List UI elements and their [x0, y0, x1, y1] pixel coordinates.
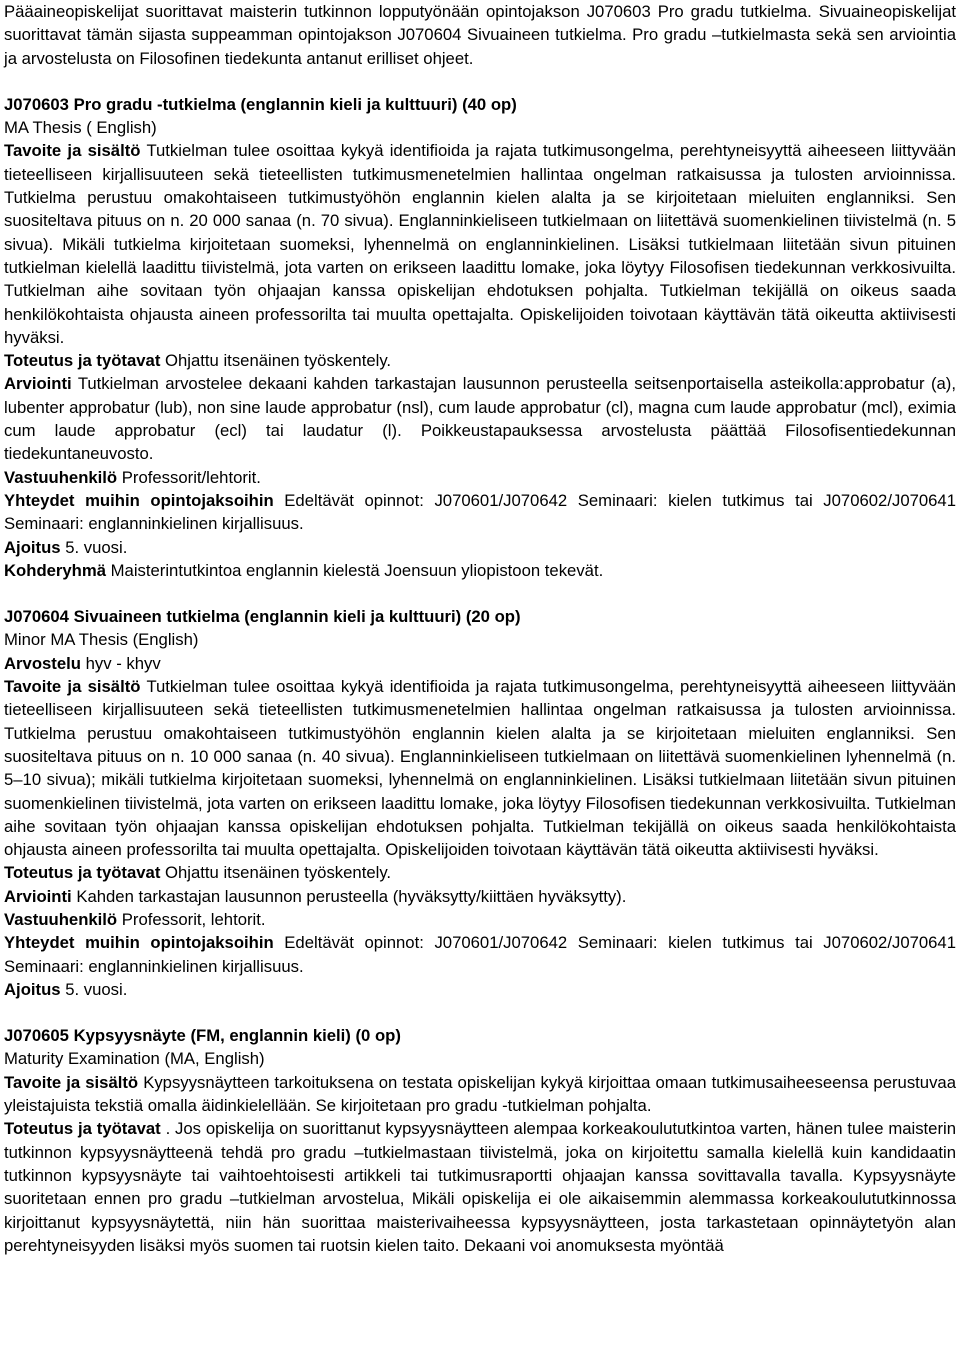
course-section-j070605	[4, 1024, 956, 1257]
grading-field	[4, 652, 956, 675]
responsible-field	[4, 466, 956, 489]
target-field	[4, 559, 956, 582]
links-text: Edeltävät opinnot: J070601/J070642 Seminaari: kielen tutkimus tai J070602/J070641 Seminaari: englanninkielinen kirjallisuus.	[4, 933, 956, 976]
links-field	[4, 931, 956, 978]
goals-label: Tavoite ja sisältö	[4, 677, 141, 697]
responsible-field	[4, 908, 956, 931]
links-text: Edeltävät opinnot: J070601/J070642 Seminaari: kielen tutkimus tai J070602/J070641 Seminaari: englanninkielinen kirjallisuus.	[4, 490, 956, 534]
course-title: J070605 Kypsyysnäyte (FM, englannin kieli) (0 op)	[4, 1026, 401, 1046]
responsible-text: Professorit, lehtorit.	[121, 909, 266, 929]
timing-label: Ajoitus	[4, 979, 61, 999]
goals-field	[4, 1071, 956, 1118]
grading-text: hyv - khyv	[85, 653, 161, 673]
methods-field	[4, 861, 956, 884]
assessment-label: Arviointi	[4, 886, 72, 906]
methods-label: Toteutus ja työtavat	[4, 351, 161, 371]
responsible-text: Professorit/lehtorit.	[121, 467, 261, 487]
assessment-field	[4, 372, 956, 465]
methods-text: Ohjattu itsenäinen työskentely.	[165, 351, 392, 371]
grading-label: Arvostelu	[4, 653, 81, 673]
timing-field	[4, 978, 956, 1001]
goals-text: Tutkielman tulee osoittaa kykyä identifioida ja rajata tutkimusongelma, perehtyneisyyttä aiheeseen liittyvään tieteelliseen kirjallisuuteen sekä tieteellisten tutkimusmenetelmien hallintaa ongelman ratkaisussa ja tulosten arvioinnissa. Tutkielma perustuu omakohtaiseen tutkimustyöhön englannin kielen alalta ja se kirjoitetaan mieluiten englanniksi. Sen suositeltava pituus on n. 10 000 sanaa (n. 40 sivua). Englanninkieliseen tutkielmaan on liitettävä suomenkielinen lyhennelmä (n. 5–10 sivua); mikäli tutkielma kirjoitetaan suomeksi, lyhennelmä on englanninkielinen. Lisäksi tutkielmaan liitetään sivun pituinen suomenkielinen tiivistelmä, jota varten on erikseen laadittu lomake, joka löytyy Filosofisen tiedekunnan verkkosivuilta. Tutkielman aihe sovitaan työn ohjaajan kanssa opiskelijan ehdotuksen pohjalta. Tutkielman tekijällä on oikeus saada henkilökohtaista ohjausta aineen professorilta tai muulta opettajalta. Opiskelijoiden toivotaan käyttävän tätä oikeutta aktiivisesti hyväksi.	[4, 677, 956, 860]
timing-text: 5. vuosi.	[65, 537, 128, 557]
course-section-j070603	[4, 93, 956, 582]
course-title: J070603 Pro gradu -tutkielma (englannin kieli ja kulttuuri) (40 op)	[4, 94, 517, 114]
timing-label: Ajoitus	[4, 537, 61, 557]
target-text: Maisterintutkintoa englannin kielestä Joensuun yliopistoon tekevät.	[110, 560, 604, 580]
goals-field	[4, 675, 956, 861]
methods-label: Toteutus ja työtavat	[4, 1119, 161, 1139]
goals-label: Tavoite ja sisältö	[4, 141, 141, 161]
assessment-label: Arviointi	[4, 374, 72, 394]
target-label: Kohderyhmä	[4, 560, 106, 580]
responsible-label: Vastuuhenkilö	[4, 909, 118, 929]
timing-field	[4, 536, 956, 559]
goals-text: Tutkielman tulee osoittaa kykyä identifioida ja rajata tutkimusongelma, perehtyneisyyttä aiheeseen liittyvään tieteelliseen kirjallisuuteen sekä tieteellisten tutkimusmenetelmien hallintaa ongelman ratkaisussa ja tulosten arvioinnissa. Tutkielma perustuu omakohtaiseen tutkimustyöhön englannin kielen alalta ja se kirjoitetaan mieluiten englanniksi. Sen suositeltava pituus on n. 20 000 sanaa (n. 70 sivua). Englanninkieliseen tutkielmaan on liitettävä suomenkielinen tiivistelmä (n. 5 sivua). Mikäli tutkielma kirjoitetaan suomeksi, lyhennelmä on englanninkielinen. Lisäksi tutkielmaan liitetään sivun pituinen tutkielman kielellä laadittu tiivistelmä, jota varten on erikseen laadittu lomake, joka löytyy Filosofisen tiedekunnan verkkosivuilta. Tutkielman aihe sovitaan työn ohjaajan kanssa opiskelijan ehdotuksen pohjalta. Tutkielman tekijällä on oikeus saada henkilökohtaista ohjausta aineen professorilta tai muulta opettajalta. Opiskelijoiden toivotaan käyttävän tätä oikeutta aktiivisesti hyväksi.	[4, 141, 956, 347]
responsible-label: Vastuuhenkilö	[4, 467, 118, 487]
methods-field	[4, 1117, 956, 1257]
course-subtitle: Maturity Examination (MA, English)	[4, 1049, 265, 1069]
methods-field	[4, 349, 956, 372]
course-section-j070604	[4, 605, 956, 1001]
methods-text: . Jos opiskelija on suorittanut kypsyysnäytteen alempaa korkeakoulututkintoa varten, hänen tulee maisterin tutkinnon kypsyysnäytteenä tehdä pro gradu –tutkielmastaan tiivistelmä, joka on kirjoitettu samalla kielellä kuin kandidaatin tutkinnon kypsyysnäyte tai vaihtoehtoisesti artikkeli tai tutkimusraportti ohjaajan kanssa sovittavalla tavalla. Kypsyysnäyte suoritetaan ennen pro gradu –tutkielman arvostelua, Mikäli opiskelija ei ole aikaisemmin alemmassa korkeakoulututkinnossa kirjoittanut kypsyysnäytettä, niin hän suorittaa maisterivaiheessa kypsyysnäytteen, josta tarkastetaan opinnäytetyön alan perehtyneisyyden lisäksi myös suomen tai ruotsin kielen taito. Dekaani voi anomuksesta myöntää	[4, 1119, 957, 1255]
course-title: J070604 Sivuaineen tutkielma (englannin kieli ja kulttuuri) (20 op)	[4, 607, 521, 627]
assessment-text: Tutkielman arvostelee dekaani kahden tarkastajan lausunnon perusteella seitsenportaisella asteikolla:approbatur (a), lubenter approbatur (lub), non sine laude approbatur (nsl), cum laude approbatur (cl), magna cum laude approbatur (mcl), eximia cum laude approbatur (ecl) tai laudatur (l). Poikkeustapauksessa arvostelusta päättää Filosofisentiedekunnan tiedekuntaneuvosto.	[4, 374, 956, 464]
timing-text: 5. vuosi.	[65, 979, 128, 999]
course-subtitle: MA Thesis ( English)	[4, 118, 157, 138]
assessment-text: Kahden tarkastajan lausunnon perusteella (hyväksytty/kiittäen hyväksytty).	[76, 886, 627, 906]
methods-text: Ohjattu itsenäinen työskentely.	[165, 863, 392, 883]
goals-text: Kypsyysnäytteen tarkoituksena on testata opiskelijan kykyä kirjoittaa omaan tutkimusaiheeseensa perustuvaa yleistajuista tekstiä omalla äidinkielellään. Se kirjoitetaan pro gradu -tutkielman pohjalta.	[4, 1072, 956, 1116]
links-label: Yhteydet muihin opintojaksoihin	[4, 933, 274, 953]
links-field	[4, 489, 956, 536]
intro-paragraph: Pääaineopiskelijat suorittavat maisterin tutkinnon lopputyönään opintojakson J070603 Pro gradu tutkielma. Sivuaineopiskelijat suorittavat tämän sijasta suppeamman opintojakson J070604 Sivuaineen tutkielma. Pro gradu –tutkielmasta sekä sen arviointia ja arvostelusta on Filosofinen tiedekunta antanut erilliset ohjeet.	[4, 2, 956, 68]
links-label: Yhteydet muihin opintojaksoihin	[4, 490, 274, 510]
goals-field	[4, 139, 956, 349]
course-subtitle: Minor MA Thesis (English)	[4, 630, 199, 650]
goals-label: Tavoite ja sisältö	[4, 1072, 139, 1092]
methods-label: Toteutus ja työtavat	[4, 863, 161, 883]
assessment-field	[4, 885, 956, 908]
